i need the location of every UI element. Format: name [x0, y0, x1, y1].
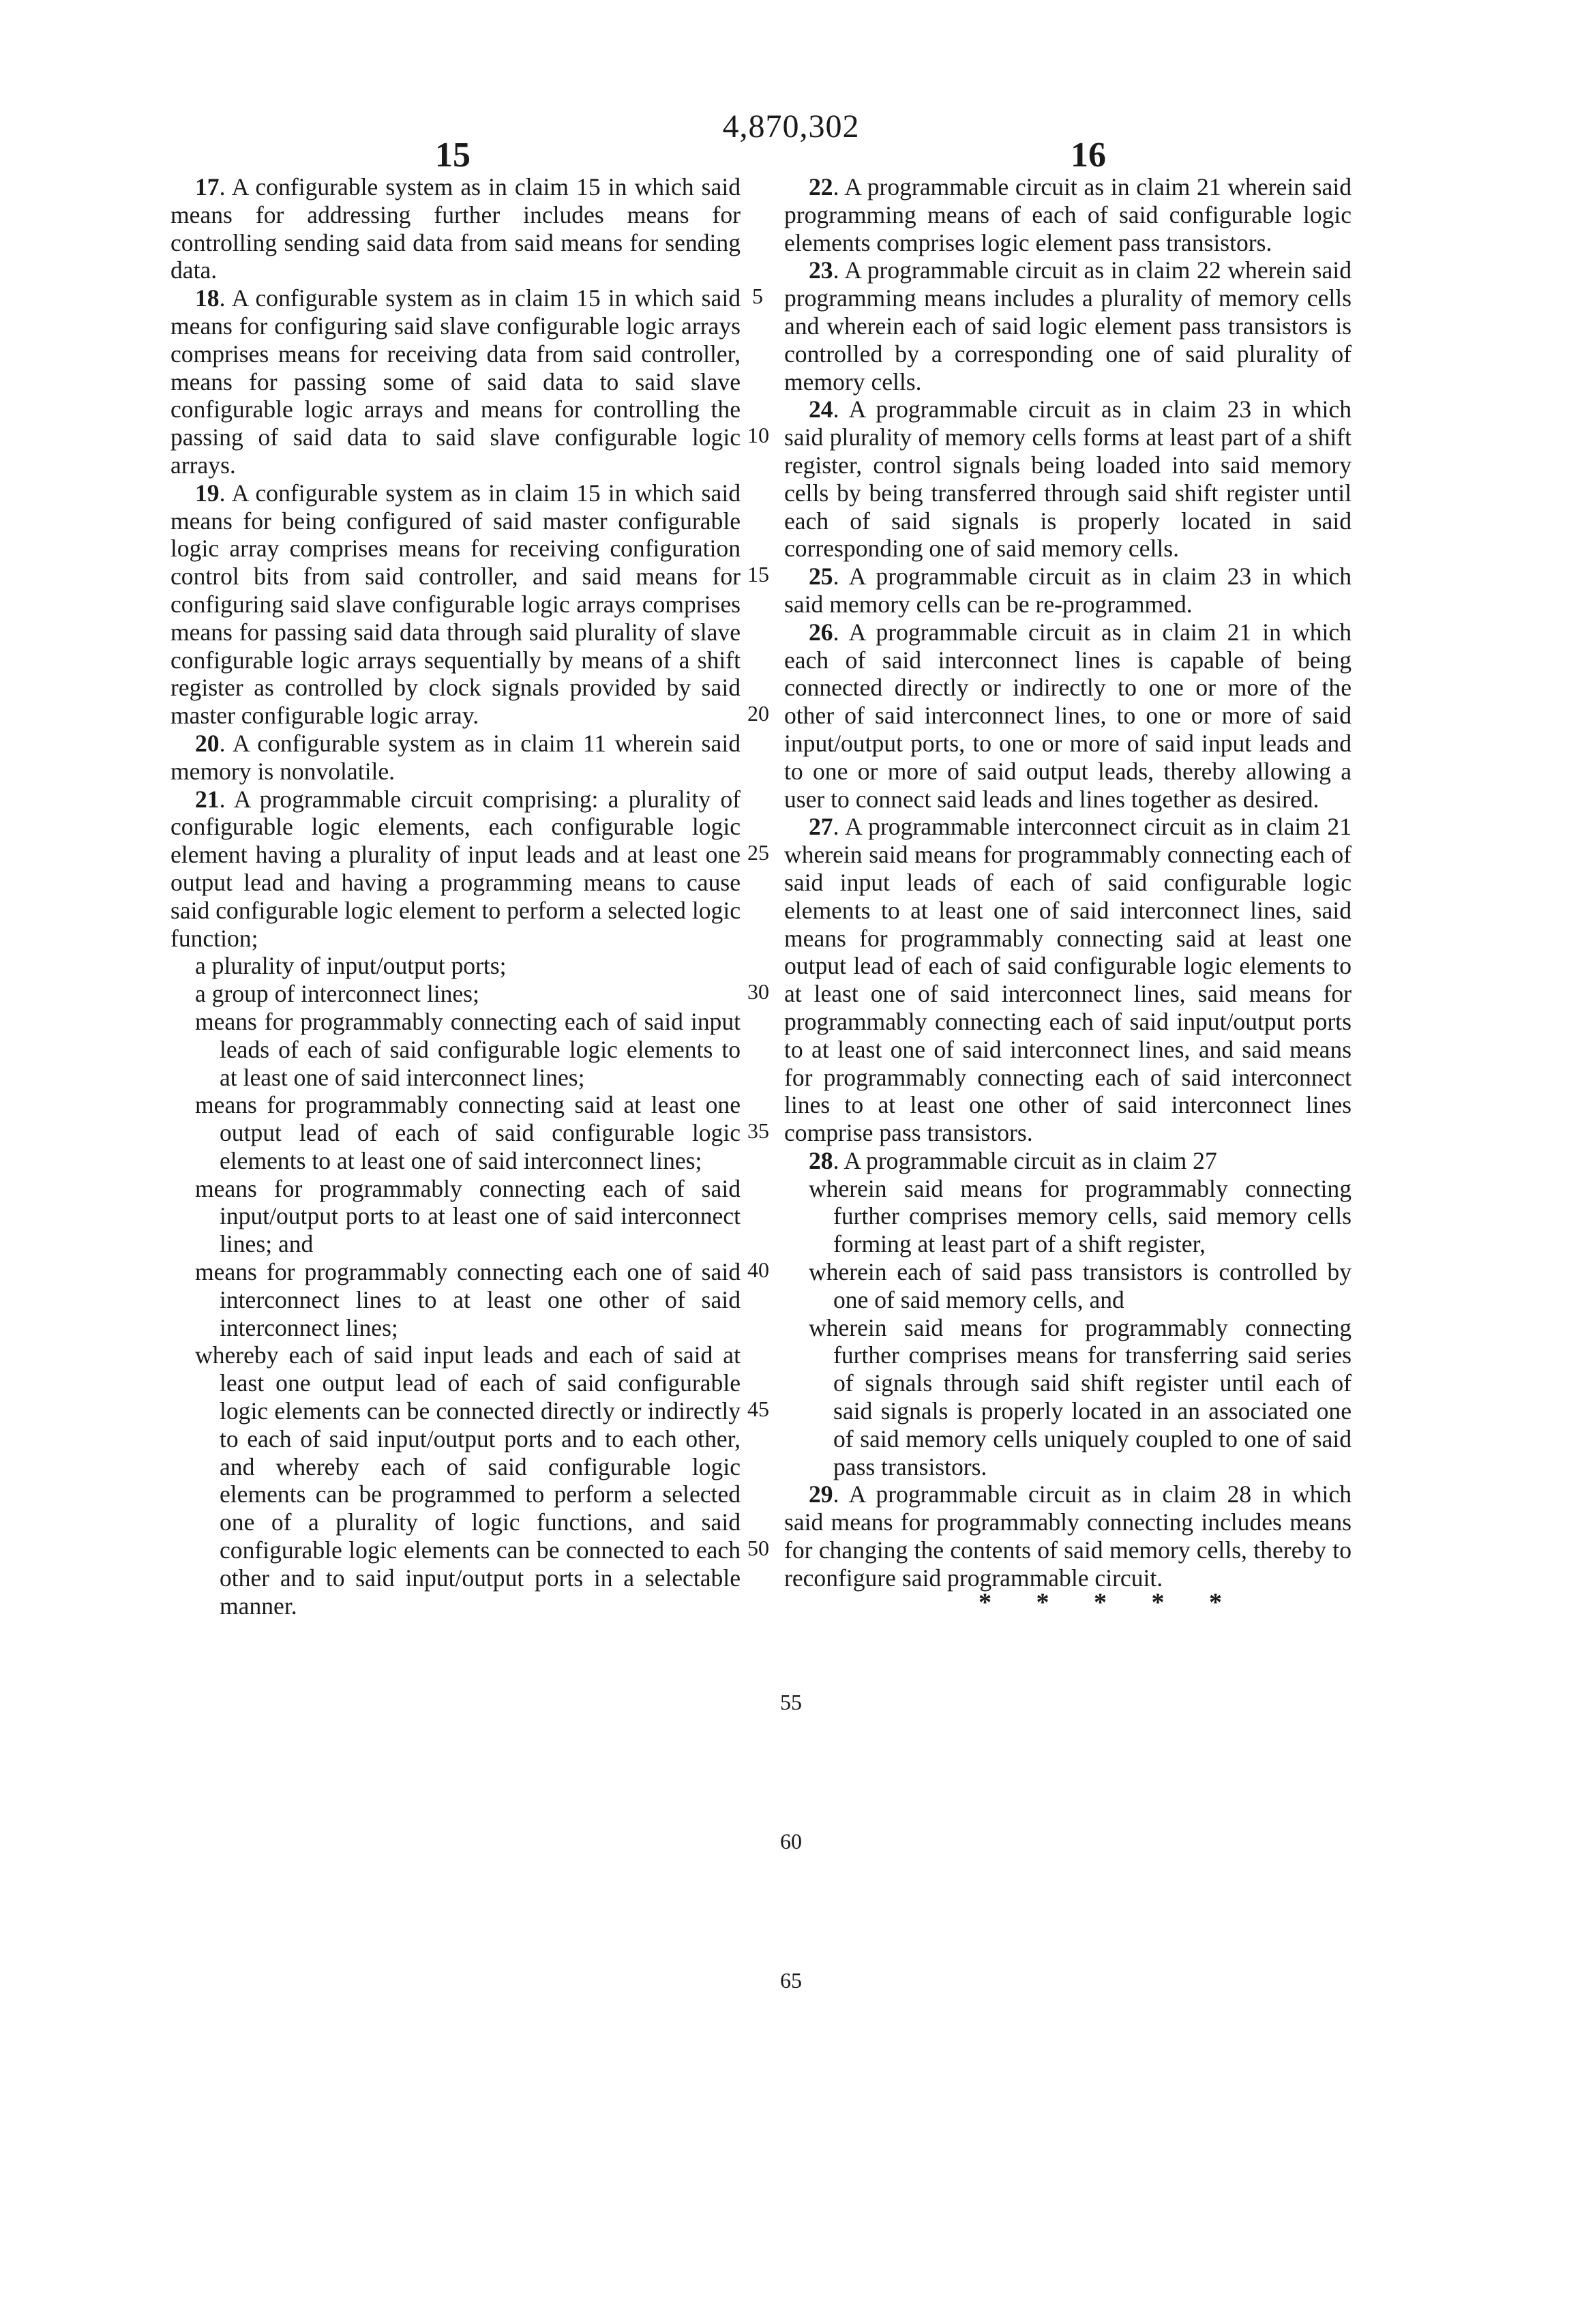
- claim-28-item: wherein each of said pass transistors is controlled by one of said memory cells, and: [809, 1258, 1352, 1313]
- patent-number: 4,870,302: [722, 108, 860, 145]
- line-number: 45: [747, 1397, 769, 1421]
- claim-26: 26. A programmable circuit as in claim 21 in which each of said interconnect lines is capable of being connected directly or indirectly to one or more of the other of said interconnect lines, to one or more of said input/output ports, to one or more of said input leads and to one or more of said output leads, thereby allowing a user to connect said leads and lines together as desired.: [784, 618, 1352, 813]
- claim-21-item: means for programmably connecting each one of said interconnect lines to at least one other of said interconnect lines;: [195, 1258, 741, 1341]
- claim-17: 17. A configurable system as in claim 15 in which said means for addressing further includes means for controlling sending said data from said means for sending data.: [170, 173, 741, 284]
- claim-21-item: means for programmably connecting each of said input leads of each of said configurable logic elements to at least one of said interconnect lines;: [195, 1007, 741, 1091]
- line-number: 40: [747, 1257, 769, 1282]
- end-stars: * * * * *: [979, 1588, 1241, 1617]
- claim-19: 19. A configurable system as in claim 15 in which said means for being configured of said master configurable logic array comprises means for receiving configuration control bits from said controller, and said means for configuring said slave configurable logic arrays comprises means for passing said data through said plurality of slave configurable logic arrays sequentially by means of a shift register as controlled by clock signals provided by said master configurable logic array.: [170, 479, 741, 730]
- claim-29: 29. A programmable circuit as in claim 28 in which said means for programmably connecting includes means for changing the contents of said memory cells, thereby to reconfigure said programmable circuit.: [784, 1480, 1352, 1592]
- claim-28-item: wherein said means for programmably connecting further comprises memory cells, said memory cells forming at least part of a shift register,: [809, 1174, 1352, 1258]
- claim-18: 18. A configurable system as in claim 15 in which said means for configuring said slave configurable logic arrays comprises means for receiving data from said controller, means for passing some of said data to said slave configurable logic arrays and means for controlling the passing of said data to said slave configurable logic arrays.: [170, 284, 741, 479]
- line-number: 10: [747, 423, 769, 447]
- claim-21-item: a plurality of input/output ports;: [195, 952, 507, 980]
- claim-20: 20. A configurable system as in claim 11 wherein said memory is nonvolatile.: [170, 729, 741, 785]
- claim-21-item: means for programmably connecting said at least one output lead of each of said configurable logic elements to at least one of said interconnect lines;: [195, 1091, 741, 1174]
- claim-28-item: wherein said means for programmably connecting further comprises means for transferring said series of signals through said shift register until each of said signals is properly located in an associated one of said memory cells uniquely coupled to one of said pass transistors.: [809, 1313, 1352, 1480]
- line-number: 20: [747, 701, 769, 726]
- claim-21-item: whereby each of said input leads and each of said at least one output lead of each of said configurable logic elements can be connected directly or indirectly to each of said input/output ports and to each other, and whereby each of said configurable logic elements can be programmed to perform a selected one of a plurality of logic functions, and said configurable logic elements can be connected to each other and to said input/output ports in a selectable manner.: [195, 1341, 741, 1620]
- claim-21-item: a group of interconnect lines;: [195, 980, 479, 1008]
- line-number: 55: [780, 1690, 802, 1714]
- line-number: 30: [747, 979, 769, 1004]
- claim-23: 23. A programmable circuit as in claim 22 wherein said programming means includes a plurality of memory cells and wherein each of said logic element pass transistors is controlled by a corresponding one of said plurality of memory cells.: [784, 256, 1352, 396]
- line-number: 60: [780, 1829, 802, 1853]
- left-column-number: 15: [435, 136, 471, 175]
- left-column: [170, 173, 741, 1620]
- claim-21-item: means for programmably connecting each of said input/output ports to at least one of said interconnect lines; and: [195, 1174, 741, 1258]
- right-column: [784, 173, 1352, 1592]
- line-number: 65: [780, 1968, 802, 1993]
- claim-21: 21. A programmable circuit comprising: a plurality of configurable logic elements, each configurable logic element having a plurality of input leads and at least one output lead and having a programming means to cause said configurable logic element to perform a selected logic function;: [170, 785, 741, 952]
- line-number: 50: [747, 1536, 769, 1560]
- claim-28: 28. A programmable circuit as in claim 27: [809, 1146, 1217, 1174]
- claim-27: 27. A programmable interconnect circuit as in claim 21 wherein said means for programmably connecting each of said input leads of each of said configurable logic elements to at least one of said interconnect lines, said means for programmably connecting said at least one output lead of each of said configurable logic elements to at least one of said interconnect lines, said means for programmably connecting each of said input/output ports to at least one of said interconnect lines, and said means for programmably connecting each of said interconnect lines to at least one other of said interconnect lines comprise pass transistors.: [784, 813, 1352, 1147]
- claim-24: 24. A programmable circuit as in claim 23 in which said plurality of memory cells forms at least part of a shift register, control signals being loaded into said memory cells by being transferred through said shift register until each of said signals is properly located in said corresponding one of said memory cells.: [784, 396, 1352, 563]
- line-number: 15: [747, 562, 769, 586]
- line-number: 35: [747, 1118, 769, 1143]
- right-column-number: 16: [1071, 136, 1106, 175]
- line-number: 25: [747, 840, 769, 865]
- line-number: 5: [752, 284, 763, 308]
- claim-25: 25. A programmable circuit as in claim 23 in which said memory cells can be re-programmed.: [784, 563, 1352, 618]
- claim-22: 22. A programmable circuit as in claim 21 wherein said programming means of each of said configurable logic elements comprises logic element pass transistors.: [784, 173, 1352, 256]
